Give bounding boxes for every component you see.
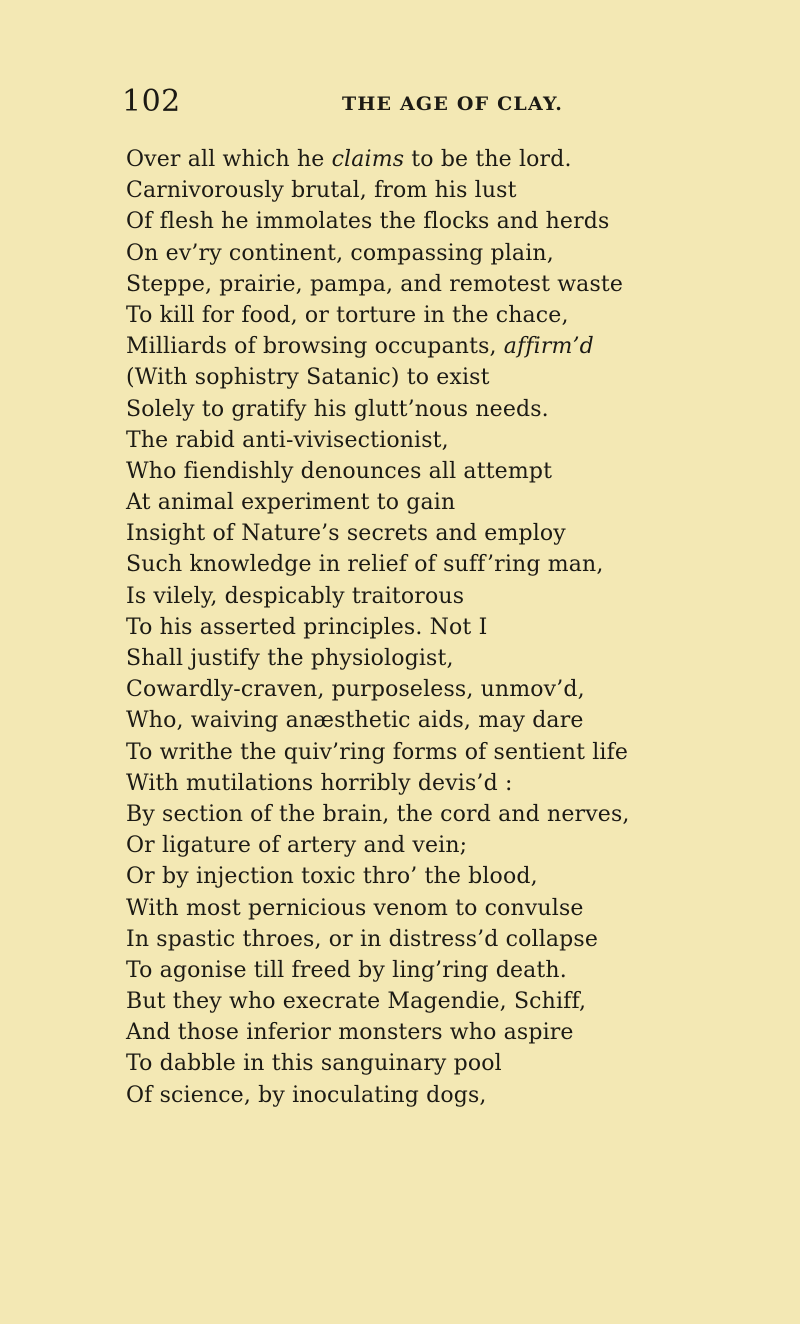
poem-line: And those inferior monsters who aspire xyxy=(126,1020,574,1046)
poem-line: On ev’ry continent, compassing plain, xyxy=(126,240,554,266)
running-head xyxy=(0,84,800,124)
poem-line: Steppe, prairie, pampa, and remotest waste xyxy=(126,271,624,297)
poem-line: Or ligature of artery and vein; xyxy=(126,833,468,859)
poem-line: To his asserted principles. Not I xyxy=(126,614,488,640)
poem-line: (With sophistry Satanic) to exist xyxy=(126,365,490,391)
poem-line: To writhe the quiv’ring forms of sentient life xyxy=(126,739,629,765)
poem-body xyxy=(126,144,776,1111)
poem-line: Who, waiving anæsthetic aids, may dare xyxy=(126,708,584,734)
poem-line: Or by injection toxic thro’ the blood, xyxy=(126,864,538,890)
poem-line: With most pernicious venom to convulse xyxy=(126,895,584,921)
running-title: THE AGE OF CLAY. xyxy=(342,93,564,115)
poem-line: In spastic throes, or in distress’d collapse xyxy=(126,926,599,952)
poem-line: Milliards of browsing occupants, affirm’d xyxy=(126,334,594,360)
poem-line: Over all which he claims to be the lord. xyxy=(126,147,572,172)
poem-line: Solely to gratify his glutt’nous needs. xyxy=(126,396,549,422)
poem-line: At animal experiment to gain xyxy=(126,490,456,516)
poem-line: Who fiendishly denounces all attempt xyxy=(126,458,553,484)
poem-line: Of science, by inoculating dogs, xyxy=(126,1082,487,1108)
poem-line: Cowardly-craven, purposeless, unmov’d, xyxy=(126,677,585,703)
poem-line: Shall justify the physiologist, xyxy=(126,646,454,671)
poem-line: To agonise till freed by ling’ring death. xyxy=(126,957,567,983)
poem-line: With mutilations horribly devis’d : xyxy=(126,770,513,796)
poem-line: To kill for food, or torture in the chace, xyxy=(126,302,569,328)
poem-line: To dabble in this sanguinary pool xyxy=(126,1051,502,1077)
poem-line: By section of the brain, the cord and nerves, xyxy=(126,801,630,827)
poem-line: Is vilely, despicably traitorous xyxy=(126,583,465,609)
poem-line: But they who execrate Magendie, Schiff, xyxy=(126,989,587,1015)
poem-line: Such knowledge in relief of suff’ring man, xyxy=(126,552,604,578)
poem-line: Of flesh he immolates the flocks and herds xyxy=(126,209,610,235)
poem-line: The rabid anti-vivisectionist, xyxy=(126,427,449,453)
poem-line: Carnivorously brutal, from his lust xyxy=(126,178,517,204)
poem-line: Insight of Nature’s secrets and employ xyxy=(126,521,566,547)
page-number: 102 xyxy=(122,84,181,119)
